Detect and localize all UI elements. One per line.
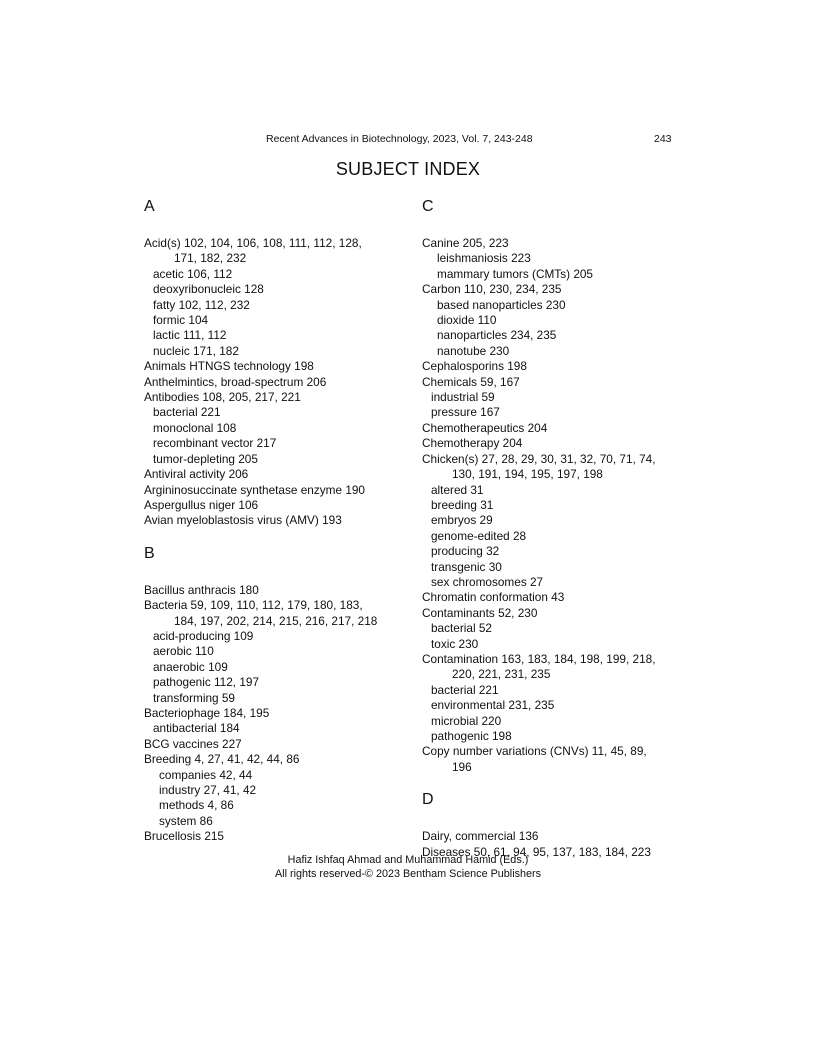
- footer-copyright: All rights reserved-© 2023 Bentham Science Publishers: [274, 868, 541, 880]
- index-entry-continuation: 196: [452, 759, 472, 774]
- index-entry: BCG vaccines 227: [144, 736, 242, 751]
- index-entry: Anthelmintics, broad-spectrum 206: [144, 374, 327, 389]
- index-subentry: pathogenic 198: [431, 729, 512, 743]
- page-title: SUBJECT INDEX: [335, 159, 481, 179]
- index-entry: Chemicals 59, 167: [422, 374, 520, 389]
- index-subentry: producing 32: [431, 544, 500, 559]
- journal-citation: Recent Advances in Biotechnology, 2023, Vol. 7, 243-248: [266, 133, 533, 145]
- index-subentry: industrial 59: [431, 390, 495, 405]
- index-entry: Diseases 50, 61, 94, 95, 137, 183, 184, 223: [422, 844, 651, 859]
- index-subentry: transgenic 30: [431, 559, 502, 574]
- index-subentry: companies 42, 44: [159, 767, 253, 782]
- index-subentry: deoxyribonucleic 128: [153, 282, 264, 297]
- index-subentry: transforming 59: [153, 690, 235, 705]
- index-subentry: dioxide 110: [437, 313, 497, 328]
- index-letter-heading: D: [422, 791, 434, 809]
- index-entry: Bacteria 59, 109, 110, 112, 179, 180, 183,: [144, 598, 363, 613]
- index-subentry: anaerobic 109: [153, 659, 228, 674]
- index-subentry: nanoparticles 234, 235: [437, 328, 557, 343]
- index-entry: Brucellosis 215: [144, 829, 224, 844]
- index-letter-heading: B: [144, 544, 155, 562]
- index-subentry: based nanoparticles 230: [437, 297, 566, 312]
- footer-editors: Hafiz Ishfaq Ahmad and Muhammad Hamid (Eds.): [287, 854, 529, 866]
- index-entry: Aspergullus niger 106: [144, 497, 259, 512]
- index-subentry: recombinant vector 217: [153, 436, 277, 451]
- index-entry: Animals HTNGS technology 198: [144, 359, 314, 374]
- section-spacer: [422, 775, 692, 789]
- index-subentry: monoclonal 108: [153, 420, 237, 435]
- index-entry: Acid(s) 102, 104, 106, 108, 111, 112, 128,: [144, 236, 362, 250]
- index-subentry: toxic 230: [431, 636, 479, 651]
- index-subentry: formic 104: [153, 313, 209, 328]
- index-subentry: aerobic 110: [153, 644, 214, 659]
- index-subentry: pressure 167: [431, 405, 500, 420]
- index-entry: Copy number variations (CNVs) 11, 45, 89,: [422, 744, 647, 759]
- index-subentry: nanotube 230: [437, 343, 510, 358]
- index-letter-heading: C: [422, 198, 434, 215]
- index-subentry: pathogenic 112, 197: [153, 675, 260, 690]
- index-subentry: genome-edited 28: [431, 528, 527, 543]
- index-entry: Chicken(s) 27, 28, 29, 30, 31, 32, 70, 71, 74,: [422, 451, 656, 466]
- index-entry: Bacteriophage 184, 195: [144, 705, 270, 720]
- index-entry: Contaminants 52, 230: [422, 605, 538, 620]
- index-subentry: acid-producing 109: [153, 628, 254, 643]
- index-entry: Avian myeloblastosis virus (AMV) 193: [144, 513, 342, 528]
- index-subentry: leishmaniosis 223: [437, 251, 531, 266]
- left-index-column: [144, 196, 414, 845]
- index-entry-continuation: 171, 182, 232: [174, 251, 247, 266]
- index-subentry: bacterial 221: [431, 682, 499, 697]
- index-subentry: industry 27, 41, 42: [159, 783, 257, 797]
- index-subentry: antibacterial 184: [153, 721, 240, 736]
- index-entry: Antibodies 108, 205, 217, 221: [144, 390, 301, 405]
- index-entry: Dairy, commercial 136: [422, 829, 539, 844]
- index-entry: Chemotherapy 204: [422, 436, 523, 451]
- index-subentry: microbial 220: [431, 713, 502, 728]
- index-letter-heading: A: [144, 198, 155, 215]
- index-entry: Antiviral activity 206: [144, 467, 249, 482]
- index-entry: Breeding 4, 27, 41, 42, 44, 86: [144, 752, 300, 767]
- index-entry: Argininosuccinate synthetase enzyme 190: [144, 482, 365, 497]
- index-subentry: breeding 31: [431, 497, 494, 512]
- index-subentry: altered 31: [431, 482, 484, 497]
- index-subentry: sex chromosomes 27: [431, 574, 544, 589]
- index-subentry: acetic 106, 112: [153, 266, 233, 281]
- index-entry: Chromatin conformation 43: [422, 590, 565, 605]
- index-entry: Chemotherapeutics 204: [422, 420, 548, 435]
- index-subentry: nucleic 171, 182: [153, 343, 239, 358]
- section-spacer: [144, 529, 414, 543]
- index-entry: Bacillus anthracis 180: [144, 582, 259, 597]
- index-subentry: fatty 102, 112, 232: [153, 297, 250, 312]
- index-entry: Cephalosporins 198: [422, 359, 527, 374]
- index-subentry: tumor-depleting 205: [153, 451, 258, 466]
- index-subentry: system 86: [159, 813, 213, 828]
- index-subentry: embryos 29: [431, 513, 493, 528]
- index-subentry: bacterial 52: [431, 621, 492, 636]
- index-entry: Carbon 110, 230, 234, 235: [422, 282, 562, 297]
- page-number: 243: [654, 133, 672, 145]
- index-entry: Contamination 163, 183, 184, 198, 199, 218,: [422, 651, 656, 666]
- index-entry: Canine 205, 223: [422, 236, 509, 250]
- index-subentry: methods 4, 86: [159, 798, 234, 813]
- index-subentry: lactic 111, 112: [153, 328, 227, 343]
- right-index-column: [422, 196, 692, 860]
- index-subentry: bacterial 221: [153, 405, 221, 420]
- index-subentry: mammary tumors (CMTs) 205: [437, 266, 593, 281]
- index-entry-continuation: 130, 191, 194, 195, 197, 198: [452, 467, 603, 482]
- index-subentry: environmental 231, 235: [431, 698, 555, 713]
- index-entry-continuation: 220, 221, 231, 235: [452, 667, 551, 682]
- index-entry-continuation: 184, 197, 202, 214, 215, 216, 217, 218: [174, 613, 378, 628]
